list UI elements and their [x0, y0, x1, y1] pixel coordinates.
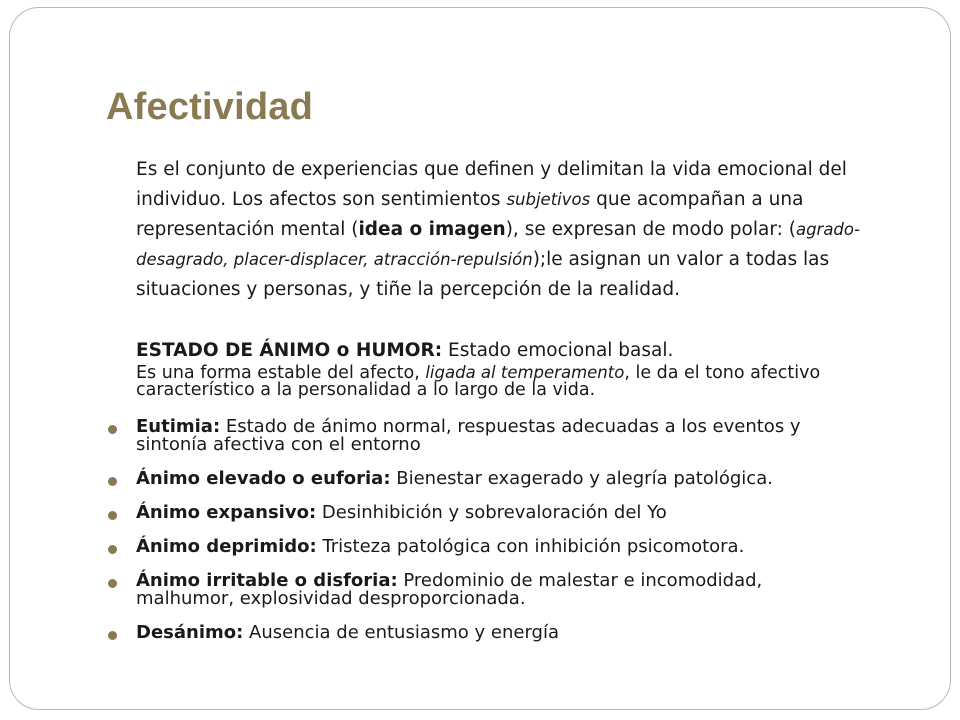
mood-block: [136, 338, 866, 399]
intro-polar: agrado-desagrado, placer-displacer, atracción-repulsión: [136, 220, 860, 269]
item-desc: Predominio de malestar e incomodidad, malhumor, explosividad desproporcionada.: [136, 570, 763, 609]
mood-sub-italic: ligada al temperamento: [425, 363, 625, 382]
list-item: [0, 418, 836, 454]
item-desc: Estado de ánimo normal, respuestas adecuadas a los eventos y sintonía afectiva con el entorno: [136, 416, 801, 455]
list-item: [0, 572, 836, 608]
item-name: Ánimo expansivo:: [136, 502, 317, 523]
item-desc: Ausencia de entusiasmo y energía: [243, 622, 559, 643]
mood-list: [0, 412, 960, 642]
intro-text-3: ), se expresan de modo polar: (: [505, 219, 796, 240]
item-name: Ánimo deprimido:: [136, 536, 317, 557]
intro-subjetivos: subjetivos: [506, 190, 591, 209]
item-name: Desánimo:: [136, 622, 244, 643]
mood-sub-1: Es una forma estable del afecto,: [136, 363, 426, 383]
intro-paragraph: [136, 155, 866, 305]
mood-description: [136, 364, 866, 399]
list-item: [0, 538, 836, 556]
mood-heading: ESTADO DE ÁNIMO o HUMOR:: [136, 340, 443, 361]
mood-sub-2: , le da el tono afectivo característico a la personalidad a lo largo de la vida.: [136, 363, 821, 400]
intro-text-1: Es el conjunto de experiencias que definen y delimitan la vida emocional del individuo. Los afectos son sentimientos: [136, 159, 847, 210]
list-item: [0, 470, 836, 488]
bullet-icon: [108, 545, 117, 554]
item-name: Ánimo elevado o euforia:: [136, 468, 391, 489]
intro-text-2: que acompañan a una representación mental (: [136, 189, 804, 240]
bullet-icon: [108, 511, 117, 520]
slide-title: Afectividad: [106, 86, 314, 128]
item-desc: Desinhibición y sobrevaloración del Yo: [316, 502, 667, 523]
list-item: [0, 624, 836, 642]
intro-idea: idea o imagen: [358, 219, 506, 240]
mood-heading-def: Estado emocional basal.: [442, 340, 674, 361]
bullet-icon: [108, 477, 117, 486]
item-name: Ánimo irritable o disforia:: [136, 570, 398, 591]
item-name: Eutimia:: [136, 416, 221, 437]
mood-heading-line: [136, 338, 866, 364]
list-item: [0, 504, 836, 522]
item-desc: Tristeza patológica con inhibición psicomotora.: [316, 536, 745, 557]
bullet-icon: [108, 579, 117, 588]
item-desc: Bienestar exagerado y alegría patológica.: [390, 468, 773, 489]
bullet-icon: [108, 631, 117, 640]
bullet-icon: [108, 425, 117, 434]
intro-text-4: );le asignan un valor a todas las situaciones y personas, y tiñe la percepción de la realidad.: [136, 249, 830, 300]
